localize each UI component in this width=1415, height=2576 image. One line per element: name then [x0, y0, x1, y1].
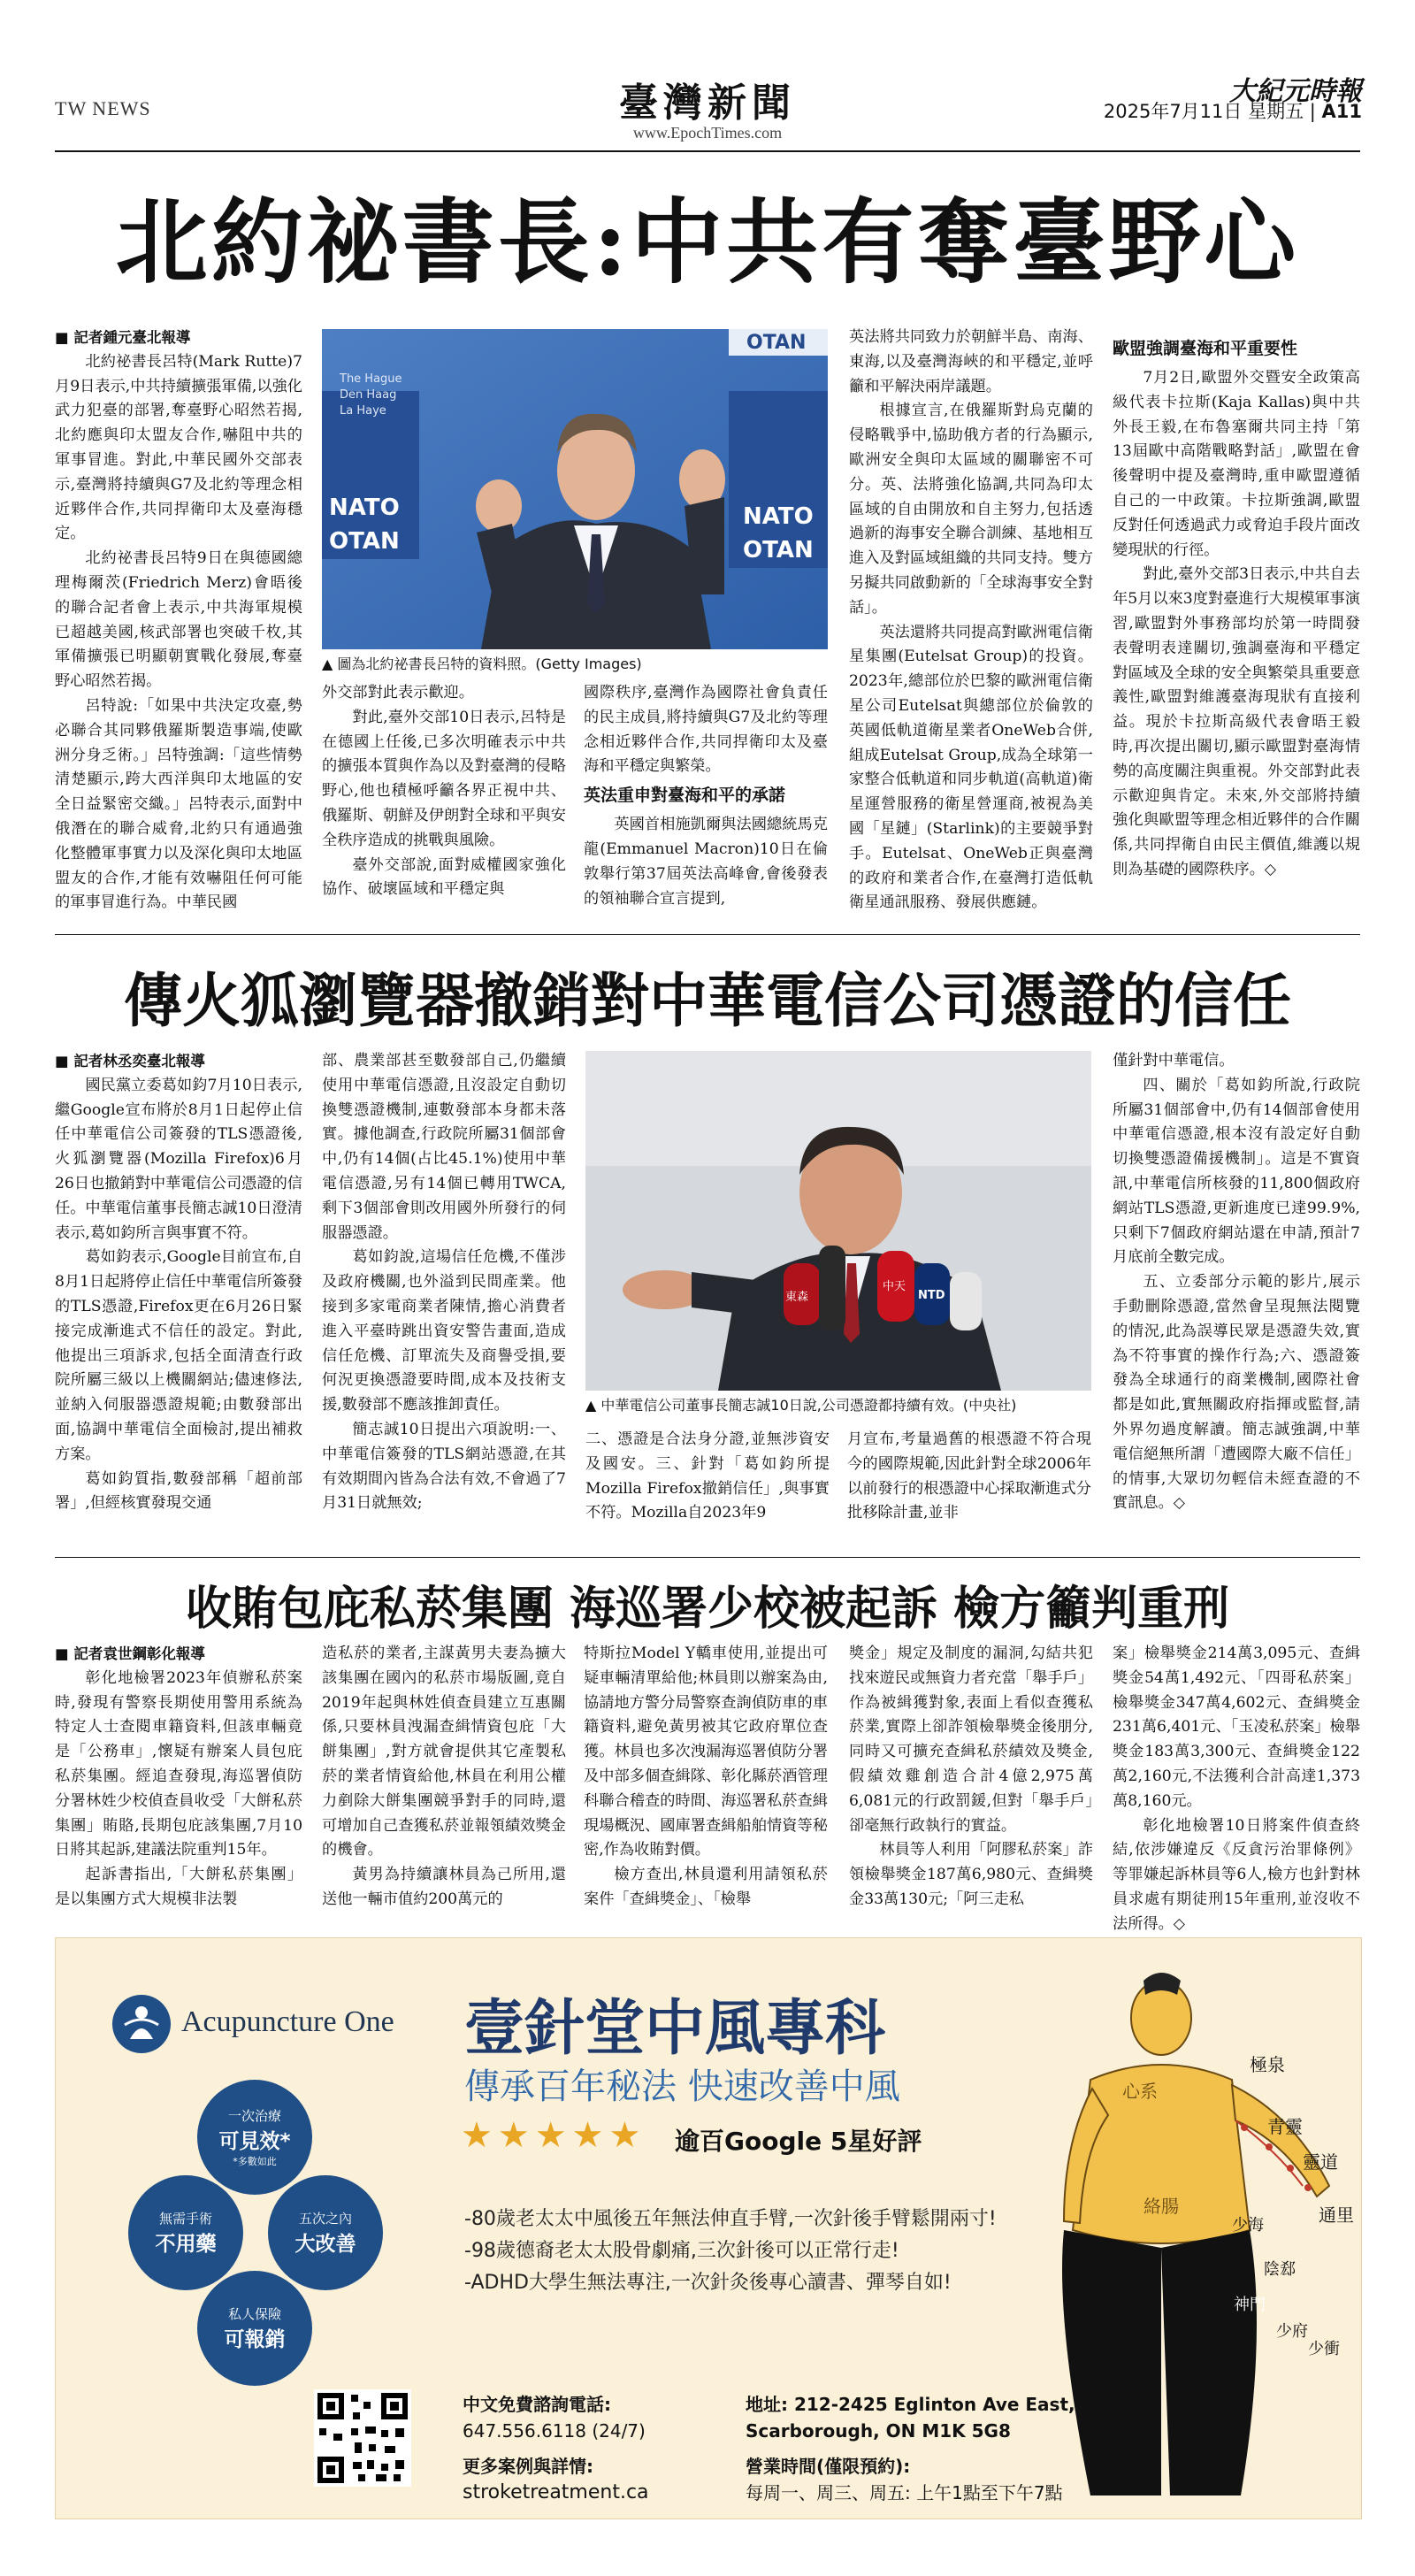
story3-col4	[849, 1642, 1093, 1916]
story2-col4	[847, 1428, 1091, 1550]
bubble-small-text: 無需手術	[158, 2211, 212, 2227]
ad-rating-text: 逾百Google 5星好評	[675, 2127, 922, 2156]
figure-icon	[112, 1995, 171, 2053]
story1-rule	[55, 934, 1360, 935]
story3-byline: ■ 記者袁世鋼彰化報導	[55, 1645, 205, 1662]
sign-otan-left: OTAN	[329, 528, 400, 555]
issue-date: 2025年7月11日 星期五 | A11	[1103, 101, 1362, 122]
story1-col1	[55, 326, 302, 924]
website-link[interactable]: stroketreatment.ca	[463, 2481, 649, 2503]
ad-address	[746, 2391, 1075, 2506]
story2-col5	[1113, 1049, 1360, 1550]
acupoint-label: 心系	[1122, 2081, 1158, 2102]
story2-para: 月宣布,考量過舊的根憑證不符合現今的國際規範,因此針對全球2006年以前發行的根憑證中心採取漸進式分批移除計畫,並非	[847, 1430, 1091, 1522]
story3-para: 檢方查出,林員還利用請領私菸案件「查緝獎金」、「檢舉	[584, 1866, 828, 1908]
acupoint-label: 通里	[1319, 2204, 1354, 2226]
story1-para: 英國首相施凱爾與法國總統馬克龍(Emmanuel Macron)10日在倫敦舉行第37屆英法高峰會,會後發表的領袖聯合宣言提到,	[584, 816, 828, 908]
acupuncture-ad	[55, 1937, 1362, 2519]
story1-caption: ▲ 圖為北約祕書長呂特的資料照。(Getty Images)	[322, 656, 642, 672]
ad-title: 壹針堂中風專科	[464, 1993, 886, 2064]
story2-col3	[585, 1428, 830, 1550]
website-label: 更多案例與詳情:	[463, 2456, 593, 2477]
acupoint-label: 陰郄	[1264, 2260, 1296, 2279]
story1-col5	[1113, 326, 1360, 924]
story1-para: 對此,臺外交部10日表示,呂特是在德國上任後,已多次明確表示中共的擴張本質與作為以及對臺灣的侵略野心,他也積極呼籲各界正視中共、俄羅斯、朝鮮及伊朗對全球和平與安全秩序造成的挑戰與風險。	[322, 708, 566, 849]
meridian-figure-icon	[1037, 1965, 1356, 2504]
story1-col2	[322, 681, 566, 924]
story2-para: 五、立委部分示範的影片,展示手動刪除憑證,當然會呈現無法閱覽的情況,此為誤導民眾是憑證失效,實為不符事實的操作行為;六、憑證簽發為全球通行的商業機制,國際社會都是如此,實無關政府指揮或監督,請外界勿過度解讀。簡志誠強調,中華電信絕無所謂「遭國際大廠不信任」的情事,大眾切勿輕信未經查證的不實訊息。◇	[1113, 1273, 1360, 1513]
nato-secretary-photo	[322, 329, 828, 649]
story3-para: 林員等人利用「阿膠私菸案」詐領檢舉獎金187萬6,980元、查緝獎金33萬130元;「阿三走私	[849, 1841, 1093, 1908]
story1-col3	[584, 681, 828, 924]
ad-testimonials	[464, 2204, 997, 2299]
section-en-label: TW NEWS	[55, 97, 151, 119]
acupoint-label: 靈道	[1303, 2151, 1338, 2173]
story3-para: 案」檢舉獎金214萬3,095元、查緝獎金54萬1,492元、「四哥私菸案」檢舉獎金347萬4,602元、查緝獎金231萬6,401元、「玉凌私菸案」檢舉獎金183萬3,300元、查緝獎金122萬2,160元,不法獲利合計高達1,373萬8,160元。	[1113, 1644, 1360, 1810]
cht-chairman-photo	[585, 1051, 1091, 1391]
story1-para: 英法還將共同提高對歐洲電信衛星集團(Eutelsat Group)的投資。2023年,總部位於巴黎的歐洲電信衛星公司Eutelsat與總部位於倫敦的英國低軌道衛星業者OneWeb合併,組成Eutelsat Group,成為全球第一家整合低軌道和同步軌道(高軌道)衛星運營服務的衛星營運商,被視為美國「星鏈」(Starlink)的主要競爭對手。Eutelsat、OneWeb正與臺灣的政府和業者合作,在臺灣打造低軌衛星通訊服務、發展供應鏈。	[849, 623, 1093, 912]
sign-nato-left: NATO	[329, 494, 400, 521]
story1-para: 英法將共同致力於朝鮮半島、南海、東海,以及臺灣海峽的和平穩定,並呼籲和平解決兩岸議題。	[849, 328, 1093, 395]
sign-city-1: The Hague	[340, 372, 402, 386]
story2-col2	[322, 1049, 566, 1550]
story3-col1	[55, 1642, 302, 1916]
sign-nato-right: NATO	[743, 503, 814, 530]
story1-col4	[849, 326, 1093, 924]
bubble-small-text: 五次之內	[298, 2211, 352, 2227]
story2-para: 國民黨立委葛如鈞7月10日表示,繼Google宣布將於8月1日起停止信任中華電信公司簽發的TLS憑證後,火狐瀏覽器(Mozilla Firefox)6月26日也撤銷對中華電信公司憑證的信任。中華電信董事長簡志誠10日澄清表示,葛如鈞所言與事實不符。	[55, 1076, 302, 1242]
mic-label-3: 中天	[883, 1280, 906, 1293]
bubble-small-text: 私人保險	[227, 2306, 281, 2322]
bubble-insurance	[197, 2271, 312, 2386]
bubble-small-text: 一次治療	[227, 2108, 281, 2124]
ad-contact	[463, 2391, 649, 2506]
ad-brand-name: Acupuncture One	[181, 2005, 394, 2038]
bubble-big-text: 不用藥	[155, 2233, 217, 2256]
hours-label: 營業時間(僅限預約):	[746, 2456, 911, 2477]
story2-photo	[585, 1051, 1091, 1391]
story1-para: 根據宣言,在俄羅斯對烏克蘭的侵略戰爭中,協助俄方者的行為顯示,歐洲安全與印太區域的關聯密不可分。英、法將強化協調,共同為印太區域的自由開放和自主努力,包括透過新的海事安全聯合訓練、基地相互進入及對區域組織的共同支持。雙方另擬共同啟動新的「全球海事安全對話」。	[849, 402, 1093, 617]
bubble-instant-effect	[197, 2080, 312, 2195]
story1-para: 北約祕書長呂特9日在與德國總理梅爾茨(Friedrich Merz)會晤後的聯合記者會上表示,中共海軍規模已超越美國,核武部署也突破千枚,其軍備擴張已明顯朝實戰化發展,奪臺野心昭然若揭。	[55, 549, 302, 691]
story2-para: 二、憑證是合法身分證,並無涉資安及國安。三、針對「葛如鈞所提Mozilla Firefox撤銷信任」,與事實不符。Mozilla自2023年9	[585, 1430, 830, 1522]
story3-para: 彰化地檢署2023年偵辦私菸案時,發現有警察長期使用警用系統為特定人士查閱車籍資料,但該車輛竟是「公務車」,懷疑有辦案人員包庇私菸集團。經追查發現,海巡署偵防分署林姓少校偵查員收受「大餅私菸集團」賄賂,長期包庇該集團,7月10日將其起訴,建議法院重判15年。	[55, 1668, 302, 1859]
story3-col5	[1113, 1642, 1360, 1933]
story3-para: 彰化地檢署10日將案件偵查終結,依涉嫌違反《反貪污治罪條例》等罪嫌起訴林員等6人,檢方也針對林員求處有期徒刑15年重刑,並沒收不法所得。◇	[1113, 1816, 1360, 1933]
story2-para: 葛如鈞說,這場信任危機,不僅涉及政府機關,也外溢到民間產業。他接到多家電商業者陳情,擔心消費者進入平臺時跳出資安警告畫面,造成信任危機、訂單流失及商譽受損,要何況更換憑證要時間,成本及技術支援,數發部不應該推卸責任。	[322, 1248, 566, 1414]
sign-city-3: La Haye	[340, 404, 386, 418]
testimonial-item: -80歲老太太中風後五年無法伸直手臂,一次針後手臂鬆開兩寸!	[464, 2208, 997, 2230]
story1-photo	[322, 329, 828, 649]
story2-para: 葛如鈞質指,數發部稱「超前部署」,但經核實發現交通	[55, 1469, 302, 1513]
qr-code-icon	[314, 2389, 411, 2487]
story1-byline: ■ 記者鍾元臺北報導	[55, 329, 191, 346]
address-line1: 地址: 212-2425 Eglinton Ave East,	[746, 2394, 1075, 2415]
story2-para: 簡志誠10日提出六項說明:一、中華電信簽發的TLS網站憑證,在其有效期間內皆為合法有效,不會過了7月31日就無效;	[322, 1420, 566, 1513]
story2-para: 部、農業部甚至數發部自己,仍繼續使用中華電信憑證,且沒設定自動切換雙憑證機制,連數發部本身都未落實。據他調查,行政院所屬31個部會中,仍有14個(占比45.1%)使用中華電信憑證,另有14個已轉用TWCA,剩下3個部會則改用國外所發行的伺服器憑證。	[322, 1052, 566, 1242]
mic-label-2: NTD	[918, 1289, 945, 1302]
story3-para: 獎金」規定及制度的漏洞,勾結共犯找來遊民或無資力者充當「舉手戶」作為被緝獲對象,表面上看似查獲私菸業,實際上卻詐領檢舉獎金後朋分,同時又可擴充查緝私菸績效及獎金,假績效雞創造合計4億2,975萬6,081元的行政罰鍰,但對「舉手戶」卻毫無行政執行的實益。	[849, 1644, 1093, 1835]
bubble-no-surgery	[128, 2175, 243, 2290]
site-url: www.EpochTimes.com	[632, 124, 783, 142]
sign-otan-right: OTAN	[743, 537, 814, 564]
section-title: 臺灣新聞	[619, 80, 796, 126]
sign-otan-top: OTAN	[746, 332, 807, 354]
story1-para: 呂特說:「如果中共決定攻臺,勢必聯合其同夥俄羅斯製造事端,使歐洲分身乏術。」呂特強調:「這些情勢清楚顯示,跨大西洋與印太地區的安全日益緊密交織。」呂特表示,面對中俄潛在的聯合威脅,北約只有通過強化整體軍事實力以及深化與印太地區盟友的合作,才能有效嚇阻任何可能的軍事冒進行為。中華民國	[55, 696, 302, 912]
story2-para: 四、關於「葛如鈞所說,行政院所屬31個部會中,仍有14個部會使用中華電信憑證,根本沒有設定好自動切換雙憑證備援機制」。這是不實資訊,中華電信所核發的11,800個政府網站TLS憑證,更新進度已達99.9%,只剩下7個政府網站還在申請,預計7月底前全數完成。	[1113, 1076, 1360, 1267]
acupoint-label: 極泉	[1250, 2054, 1285, 2075]
story1-para: 北約祕書長呂特(Mark Rutte)7月9日表示,中共持續擴張軍備,以強化武力犯臺的部署,奪臺野心昭然若揭,北約應與印太盟友合作,嚇阻中共的軍事冒進。對此,中華民國外交部表示,臺灣將持續與G7及北約等理念相近夥伴合作,共同捍衛印太及臺海穩定。	[55, 352, 302, 543]
story3-para: 造私菸的業者,主謀黃男夫妻為擴大該集團在國內的私菸市場版圖,竟自2019年起與林姓偵查員建立互惠關係,只要林員洩漏查緝情資包庇「大餅集團」,對方就會提供其它產製私菸的業者情資給他,林員在利用公權力剷除大餅集團競爭對手的同時,還可增加自己查獲私菸並報領績效獎金的機會。	[322, 1644, 566, 1859]
acupoint-label: 少海	[1232, 2216, 1264, 2235]
bubble-big-text: 大改善	[294, 2233, 356, 2256]
brand-logo-icon	[112, 1995, 171, 2053]
testimonial-item: -ADHD大學生無法專注,一次針灸後專心讀書、彈琴自如!	[464, 2272, 952, 2294]
story3-para: 起訴書指出,「大餅私菸集團」是以集團方式大規模非法製	[55, 1866, 302, 1908]
story1-para: 外交部對此表示歡迎。	[322, 684, 474, 702]
bubble-note-text: *多數如此	[233, 2156, 277, 2167]
story2-rule	[55, 1557, 1360, 1558]
ad-subtitle: 傳承百年秘法 快速改善中風	[464, 2066, 900, 2107]
newspaper-logo: 大紀元時報	[1229, 76, 1362, 107]
story1-headline: 北約祕書長:中共有奪臺野心	[115, 188, 1300, 296]
story3-headline: 收賄包庇私菸集團 海巡署少校被起訴 檢方籲判重刑	[185, 1582, 1230, 1636]
bubble-big-text: 可見效*	[218, 2130, 291, 2153]
story3-para: 黃男為持續讓林員為己所用,還送他一輛市值約200萬元的	[322, 1866, 566, 1908]
acupoint-label: 少府	[1276, 2322, 1308, 2341]
date-text: 2025年7月11日 星期五	[1103, 101, 1304, 122]
story2-caption: ▲ 中華電信公司董事長簡志誠10日說,公司憑證都持續有效。(中央社)	[585, 1397, 1017, 1414]
story1-subhead-eu: 歐盟強調臺海和平重要性	[1113, 339, 1298, 358]
acupoint-label: 神門	[1234, 2296, 1266, 2314]
story1-para: 國際秩序,臺灣作為國際社會負責任的民主成員,將持續與G7及北約等理念相近夥伴合作,共同捍衛印太及臺海和平穩定與繁榮。	[584, 684, 828, 776]
acupoint-label: 青靈	[1267, 2116, 1303, 2137]
acupuncture-figure	[1037, 1965, 1356, 2504]
sign-city-2: Den Haag	[340, 388, 397, 402]
bubble-five-sessions	[268, 2175, 383, 2290]
story1-para: 7月2日,歐盟外交暨安全政策高級代表卡拉斯(Kaja Kallas)與中共外長王毅,在布魯塞爾共同主持「第13屆歐中高階戰略對話」,歐盟在會後聲明中提及臺灣時,重申歐盟遵循自己的一中政策。卡拉斯強調,歐盟反對任何透過武力或脅迫手段片面改變現狀的行徑。	[1113, 369, 1360, 559]
story1-subhead-uk-france: 英法重申對臺海和平的承諾	[584, 786, 786, 806]
qr-code[interactable]	[314, 2389, 411, 2487]
page-number: A11	[1321, 101, 1362, 122]
story2-para: 僅針對中華電信。	[1113, 1052, 1235, 1070]
story2-col1	[55, 1049, 302, 1550]
mic-label-1: 東森	[785, 1291, 809, 1304]
phone-number[interactable]: 647.556.6118 (24/7)	[463, 2420, 646, 2442]
header-rule	[55, 150, 1360, 152]
story2-byline: ■ 記者林丞奕臺北報導	[55, 1053, 205, 1070]
acupoint-label: 少衝	[1308, 2340, 1340, 2358]
hours-text: 每周一、周三、周五: 上午1點至下午7點	[746, 2482, 1063, 2503]
story3-col2	[322, 1642, 566, 1916]
story1-para: 對此,臺外交部3日表示,中共自去年5月以來3度對臺進行大規模軍事演習,歐盟對外事務部均於第一時間發表聲明表達關切,強調臺海和平穩定對區域及全球的安全與繁榮具重要意義性,歐盟對維護臺海現狀有直接利益。現於卡拉斯高級代表會晤王毅時,再次提出關切,顯示歐盟對臺海情勢的高度關注與重視。外交部對此表示歡迎與肯定。未來,外交部將持續強化與歐盟等理念相近夥伴的合作關係,共同捍衛自由民主價值,維護以規則為基礎的國際秩序。◇	[1113, 565, 1360, 878]
story1-para: 臺外交部說,面對威權國家強化協作、破壞區域和平穩定與	[322, 855, 566, 899]
story3-para: 特斯拉Model Y轎車使用,並提出可疑車輛清單給他;林員則以辦案為由,協請地方警分局警察查詢偵防車的車籍資料,避免黃男被其它政府單位查獲。林員也多次洩漏海巡署偵防分署及中部多個查緝隊、彰化縣菸酒管理科聯合稽查的時間、海巡署私菸查緝現場概況、國庫署查緝船舶情資等秘密,作為收賄對價。	[584, 1644, 828, 1859]
address-line2: Scarborough, ON M1K 5G8	[746, 2420, 1011, 2442]
story2-headline: 傳火狐瀏覽器撤銷對中華電信公司憑證的信任	[124, 966, 1291, 1035]
rating-stars: ★★★★★	[461, 2115, 646, 2156]
story3-col3	[584, 1642, 828, 1916]
testimonial-item: -98歲德裔老太太股骨劇痛,三次針後可以正常行走!	[464, 2240, 899, 2262]
acupoint-label: 絡腸	[1143, 2196, 1179, 2217]
story2-para: 葛如鈞表示,Google目前宣布,自8月1日起將停止信任中華電信所簽發的TLS憑證,Firefox更在6月26日緊接完成漸進式不信任的設定。對此,他提出三項訴求,包括全面清查行政院所屬三級以上機關網站;儘速修法,並納入伺服器憑證規範;由數發部出面,協調中華電信全面檢討,提出補救方案。	[55, 1248, 302, 1463]
phone-label: 中文免費諮詢電話:	[463, 2394, 611, 2415]
bubble-big-text: 可報銷	[224, 2328, 286, 2351]
